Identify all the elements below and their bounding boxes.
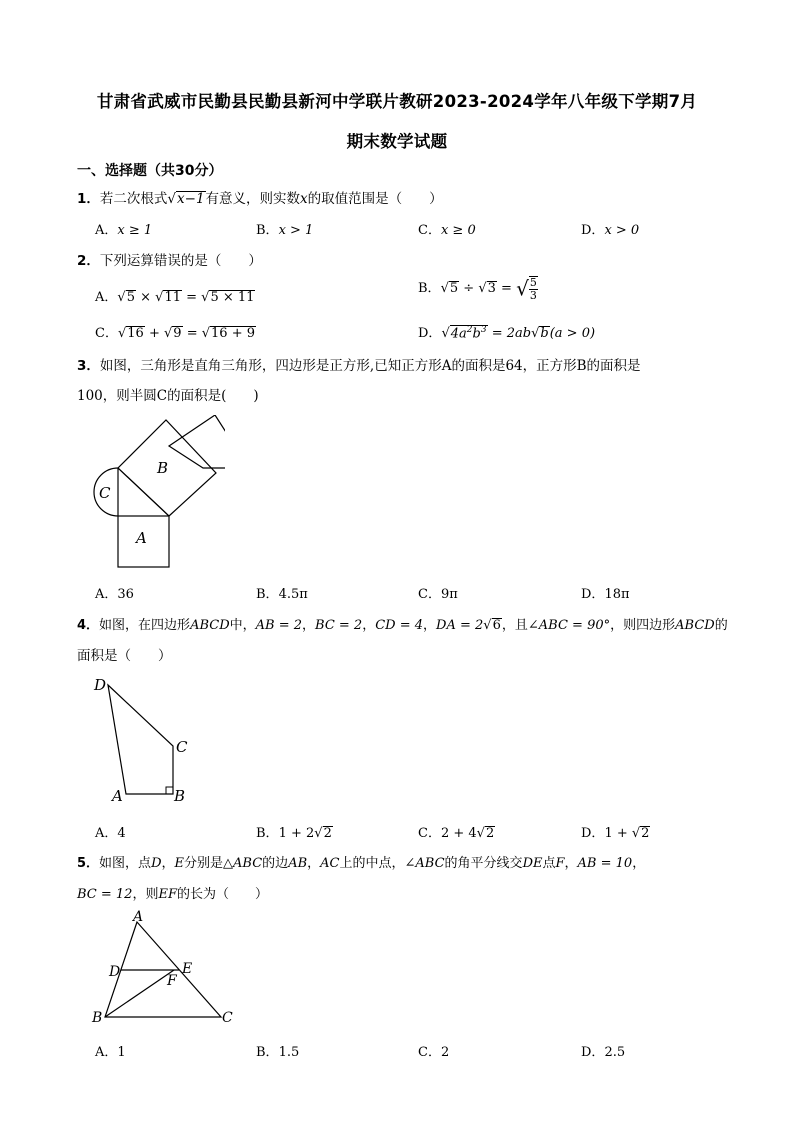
radicand: b xyxy=(540,326,549,341)
q4-cd: CD = 4 xyxy=(375,618,424,633)
q4-option-d[interactable]: D．1 + √2 xyxy=(581,826,650,841)
q3-option-b[interactable] xyxy=(256,583,308,602)
option-label: A． xyxy=(95,1045,118,1060)
option-text: x ≥ 1 xyxy=(117,223,153,238)
option-label: C． xyxy=(95,326,118,341)
q4-angle: ∠ABC = 90° xyxy=(527,618,611,633)
fraction xyxy=(529,276,538,301)
q5-text-line2 xyxy=(77,883,268,902)
label-b: B xyxy=(92,1010,103,1026)
label-a: A xyxy=(136,529,147,547)
q5-text: ， xyxy=(161,856,175,871)
q3-option-a[interactable] xyxy=(95,583,134,602)
term: b xyxy=(472,326,481,341)
q3-option-c[interactable] xyxy=(418,583,458,602)
label-e: E xyxy=(182,961,193,977)
label-c: C xyxy=(176,738,188,756)
q5-text: 点 xyxy=(542,856,556,871)
q4-text-line2: 面积是（ ） xyxy=(77,648,172,664)
question-2 xyxy=(77,249,262,269)
q3-option-d[interactable] xyxy=(581,583,630,602)
q4-text: 如图，在四边形 xyxy=(99,618,191,633)
q2-option-a[interactable]: A．√5 × √11 = √5 × 11 xyxy=(95,290,255,305)
q3-figure xyxy=(85,415,225,575)
option-label: D． xyxy=(581,587,605,602)
option-text: 18π xyxy=(604,587,630,602)
quadrilateral-abcd xyxy=(108,685,173,794)
option-label: D． xyxy=(581,1045,605,1060)
q5-var: ∠ABC xyxy=(404,856,445,871)
q5-text: 的长为（ ） xyxy=(176,887,268,902)
q5-text: ， xyxy=(307,856,321,871)
question-number: 1． xyxy=(77,191,100,207)
operator: ÷ xyxy=(463,281,475,297)
label-d: D xyxy=(109,964,121,980)
option-text: 4.5π xyxy=(278,587,308,602)
question-number: 2． xyxy=(77,253,100,269)
q4-option-c[interactable]: C．2 + 4√2 xyxy=(418,826,495,841)
condition: (a > 0) xyxy=(549,326,596,341)
q5-var: EF xyxy=(158,887,177,902)
question-1 xyxy=(77,187,443,207)
q4-da: DA = 2 xyxy=(436,618,484,633)
section-heading: 一、选择题（共30分） xyxy=(77,163,223,179)
option-text: x > 1 xyxy=(278,223,314,238)
radicand: 16 xyxy=(127,326,144,341)
option-text: 1 + xyxy=(604,826,632,841)
option-label: B． xyxy=(256,826,279,841)
q3-text-line1: 如图，三角形是直角三角形，四边形是正方形,已知正方形A的面积是64，正方形B的面积是 xyxy=(99,358,641,374)
option-label: C． xyxy=(418,223,441,238)
q4-text: 的 xyxy=(714,618,728,633)
option-label: C． xyxy=(418,587,441,602)
q5-text: 的角平分线交 xyxy=(444,856,523,871)
q5-text: 上的中点， xyxy=(339,856,405,871)
question-number: 5． xyxy=(77,856,100,871)
q2-option-b[interactable]: B．√5 ÷ √3 = √ $\frac{5}{3}$ xyxy=(418,276,537,302)
q1-option-b[interactable] xyxy=(256,219,313,238)
q4-option-b[interactable]: B．1 + 2√2 xyxy=(256,826,332,841)
radicand: 5 xyxy=(449,281,459,297)
option-label: A． xyxy=(95,290,118,305)
option-text: x ≥ 0 xyxy=(440,223,476,238)
radicand: 11 xyxy=(164,290,181,305)
operator: = xyxy=(186,290,198,305)
q1-option-c[interactable] xyxy=(418,219,476,238)
option-label: B． xyxy=(256,223,279,238)
option-label: D． xyxy=(581,223,605,238)
sqrt-sign: √ xyxy=(167,191,177,207)
q5-var: AC xyxy=(320,856,340,871)
q1-option-d[interactable] xyxy=(581,219,639,238)
term: 2ab xyxy=(506,326,532,341)
radicand: 5 xyxy=(126,290,135,305)
option-label: C． xyxy=(418,1045,441,1060)
option-label: A． xyxy=(95,587,118,602)
q4-option-a[interactable] xyxy=(95,822,126,841)
option-label: B． xyxy=(256,587,279,602)
q5-var: F xyxy=(555,856,565,871)
label-c: C xyxy=(99,484,111,502)
option-label: D． xyxy=(418,326,442,341)
q5-text: ， xyxy=(564,856,578,871)
radicand: 5 × 11 xyxy=(210,290,255,305)
q4-text: 中， xyxy=(229,618,256,633)
operator: × xyxy=(140,290,152,305)
page-title-line2: 期末数学试题 xyxy=(346,132,448,151)
q2-text: 下列运算错误的是（ ） xyxy=(99,253,262,269)
right-angle-mark xyxy=(166,787,173,794)
denominator: 3 xyxy=(529,288,537,302)
q1-var: x xyxy=(300,191,308,207)
square-b xyxy=(169,415,225,468)
q5-option-b[interactable] xyxy=(256,1041,299,1060)
radicand: 3 xyxy=(487,281,496,297)
q5-var: E xyxy=(174,856,185,871)
option-text: 2 + 4 xyxy=(440,826,477,841)
q1-option-a[interactable] xyxy=(95,219,152,238)
label-d: D xyxy=(94,676,107,694)
option-text: x > 0 xyxy=(604,223,640,238)
operator: + xyxy=(148,326,160,341)
radicand: 2 xyxy=(485,826,495,841)
operator: = xyxy=(491,326,503,341)
exponent: 2 xyxy=(466,324,473,335)
label-a: A xyxy=(112,787,123,805)
q5-text: 分别是 xyxy=(184,856,224,871)
q1-text-pre: 若二次根式 xyxy=(99,191,168,207)
option-text: 4 xyxy=(117,826,126,841)
option-label: D． xyxy=(581,826,605,841)
q4-bc: BC = 2 xyxy=(315,618,363,633)
q5-var: D xyxy=(151,856,162,871)
operator: = xyxy=(501,281,512,297)
q5-option-a[interactable] xyxy=(95,1041,126,1060)
option-label: C． xyxy=(418,826,441,841)
q5-var: DE xyxy=(522,856,543,871)
q4-quad: ABCD xyxy=(675,618,715,633)
q4-text: ，且 xyxy=(501,618,528,633)
q4-ab: AB = 2 xyxy=(255,618,303,633)
q5-text: 的边 xyxy=(262,856,289,871)
page-title-line1: 甘肃省武威市民勤县民勤县新河中学联片教研2023-2024学年八年级下学期7月 xyxy=(96,92,698,111)
q5-text: ， xyxy=(632,856,646,871)
question-5 xyxy=(77,852,645,871)
radicand: 16 + 9 xyxy=(211,326,255,341)
option-text: 1 xyxy=(117,1045,126,1060)
q5-var: AB xyxy=(288,856,308,871)
q1-radicand: x−1 xyxy=(177,191,205,207)
q5-var: △ABC xyxy=(223,856,263,871)
option-label: A． xyxy=(95,826,118,841)
label-f: F xyxy=(167,973,177,989)
option-text: 2.5 xyxy=(604,1045,626,1060)
question-3 xyxy=(77,354,641,374)
label-b: B xyxy=(174,787,186,805)
q5-var: AB = 10 xyxy=(577,856,633,871)
label-b: B xyxy=(157,459,169,477)
question-4: 4．如图，在四边形ABCD中，AB = 2，BC = 2，CD = 4，DA = 2√6，且∠ABC = 90°，则四边形ABCD的 xyxy=(77,618,728,633)
separator: ， xyxy=(362,618,376,633)
q4-quad: ABCD xyxy=(190,618,230,633)
operator: = xyxy=(186,326,198,341)
option-text: 2 xyxy=(440,1045,450,1060)
label-a: A xyxy=(133,910,144,925)
q5-text: ，则 xyxy=(132,887,159,902)
radicand: 9 xyxy=(173,326,182,341)
q4-figure xyxy=(88,672,198,812)
label-c: C xyxy=(222,1010,233,1026)
option-label: A． xyxy=(95,223,118,238)
option-text: 9π xyxy=(440,587,458,602)
option-label: B． xyxy=(256,1045,279,1060)
radicand: 6 xyxy=(492,618,501,633)
term: 4a xyxy=(450,326,467,341)
q2-option-c[interactable]: C．√16 + √9 = √16 + 9 xyxy=(95,326,255,341)
q1-text-post: 的取值范围是（ ） xyxy=(307,191,443,207)
separator: ， xyxy=(423,618,437,633)
option-text: 36 xyxy=(117,587,134,602)
q3-text-line2: 100，则半圆C的面积是( ) xyxy=(77,388,259,404)
q4-text: ，则四边形 xyxy=(610,618,676,633)
radicand: 2 xyxy=(641,826,650,841)
radicand xyxy=(450,325,488,342)
q1-text-mid: 有意义，则实数 xyxy=(205,191,301,207)
q5-text: 如图，点 xyxy=(99,856,152,871)
exponent: 3 xyxy=(480,324,487,335)
radicand: 2 xyxy=(323,826,332,841)
q5-option-d[interactable] xyxy=(581,1041,625,1060)
separator: ， xyxy=(302,618,316,633)
q5-option-c[interactable] xyxy=(418,1041,449,1060)
question-number: 3． xyxy=(77,358,100,374)
option-text: 1 + 2 xyxy=(278,826,315,841)
q5-var: BC = 12 xyxy=(77,887,133,902)
option-text: 1.5 xyxy=(278,1045,300,1060)
option-label: B． xyxy=(418,281,441,297)
q2-option-d[interactable]: D．$√4a^2b^3 = 2ab√b(a > 0)$ xyxy=(418,324,596,341)
question-number: 4． xyxy=(77,618,100,633)
q5-figure xyxy=(90,910,240,1030)
numerator: 5 xyxy=(529,276,537,289)
